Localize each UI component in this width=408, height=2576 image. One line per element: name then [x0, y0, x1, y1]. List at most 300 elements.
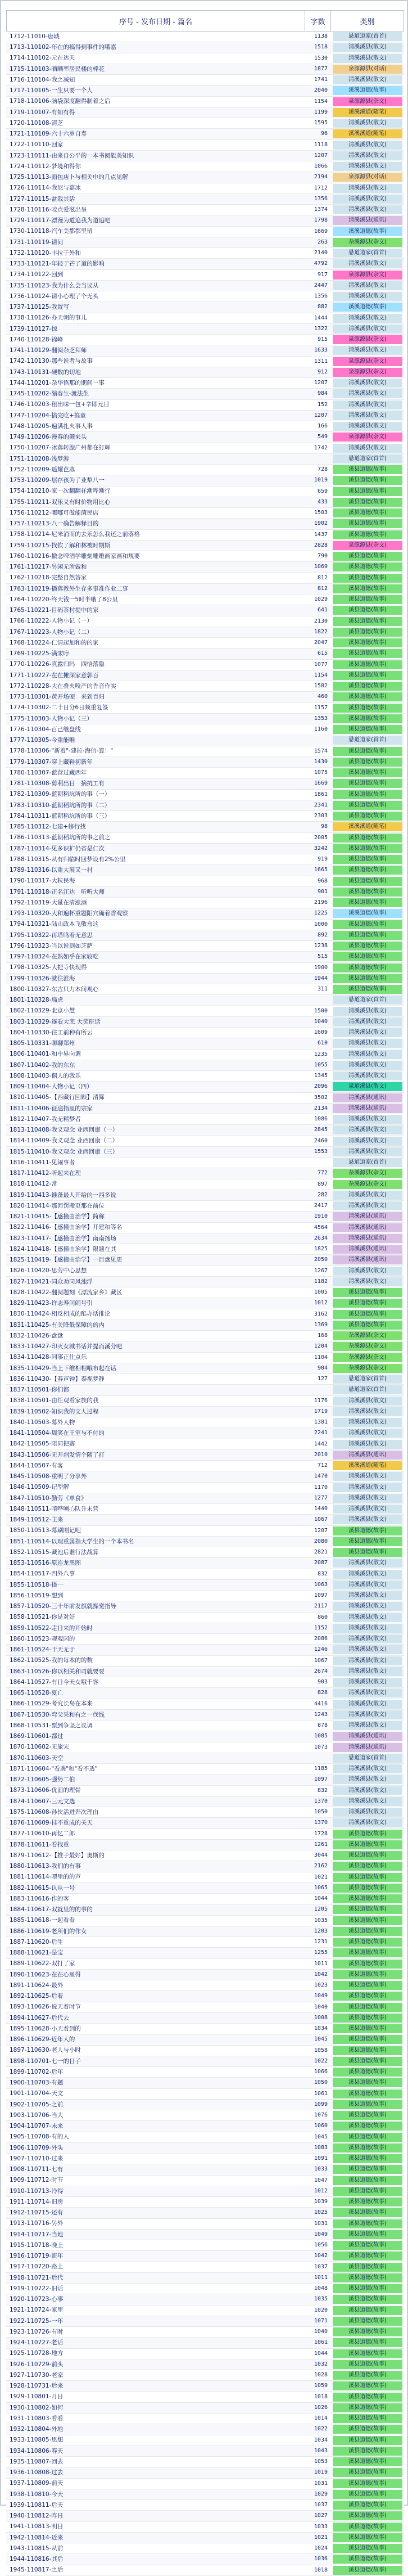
table-row[interactable] — [6, 1407, 404, 1417]
table-row[interactable] — [6, 790, 404, 800]
category-badge[interactable]: 溪县道德(故事) — [333, 2014, 402, 2023]
row-title[interactable]: 1838-110501-由任观看家族的我 — [10, 1397, 99, 1404]
row-title[interactable]: 1939-110811-后天 — [10, 2501, 64, 2509]
row-title[interactable]: 1849-110512-主来 — [10, 1516, 64, 1524]
table-row[interactable] — [6, 1471, 404, 1482]
row-title[interactable]: 1933-110805-思想 — [10, 2437, 64, 2444]
category-badge[interactable]: 溪县道德(故事) — [333, 1873, 402, 1882]
row-title[interactable]: 1835-110429-当上下维相相哦布起在话 — [10, 1364, 116, 1372]
category-badge[interactable]: 溪县道德(故事) — [333, 747, 402, 756]
category-badge[interactable]: 溪县道德(故事) — [333, 465, 402, 474]
table-row[interactable] — [6, 183, 404, 194]
row-title[interactable]: 1919-110722-旧话 — [10, 2285, 64, 2292]
row-title[interactable]: 1823-110417-【感撞由治学】南南扬场 — [10, 1235, 116, 1242]
row-title[interactable]: 1866-110529-考究长岛在本来 — [10, 1700, 93, 1708]
category-badge[interactable]: 溪县道德(故事) — [333, 1884, 402, 1893]
row-title[interactable]: 1785-110312-七建+修行找 — [10, 823, 86, 831]
table-row[interactable] — [6, 1970, 404, 1980]
row-title[interactable]: 1773-110301-黄开场硬 来到百归 — [10, 693, 105, 701]
table-row[interactable] — [6, 2479, 404, 2489]
category-badge[interactable]: 溪溪道德(故事) — [333, 227, 402, 236]
table-row[interactable] — [6, 1601, 404, 1612]
table-row[interactable] — [6, 1104, 404, 1114]
category-badge[interactable]: 溪县道德(故事) — [333, 1548, 402, 1557]
table-row[interactable] — [6, 508, 404, 519]
category-badge[interactable]: 溪县道德(故事) — [333, 812, 402, 821]
table-row[interactable] — [6, 465, 404, 475]
row-title[interactable]: 1721-110109-六十六岁自寿 — [10, 130, 87, 138]
table-row[interactable] — [6, 2327, 404, 2338]
table-row[interactable] — [6, 140, 404, 151]
table-row[interactable] — [6, 1309, 404, 1320]
table-row[interactable] — [6, 205, 404, 215]
row-title[interactable]: 1830-110424-相反相成的酷办话推论 — [10, 1310, 111, 1318]
row-title[interactable]: 1739-110127-惊 — [10, 325, 57, 332]
row-title[interactable]: 1728-110116-咬点爱滋出呈 — [10, 206, 87, 213]
table-row[interactable] — [6, 389, 404, 399]
table-row[interactable] — [6, 411, 404, 421]
table-row[interactable] — [6, 2305, 404, 2316]
row-title[interactable]: 1762-110218-完整自然答家 — [10, 574, 87, 582]
row-title[interactable]: 1931-110803-看看 — [10, 2415, 64, 2422]
row-title[interactable]: 1879-110612-【推子最好】奥斯的 — [10, 1852, 105, 1859]
category-badge[interactable]: 清溪溪县(散文) — [333, 1721, 402, 1730]
category-badge[interactable]: 清溪溪县(散文) — [333, 1201, 402, 1210]
table-row[interactable] — [6, 1840, 404, 1850]
table-row[interactable] — [6, 887, 404, 898]
category-badge[interactable]: 溪县道德(故事) — [333, 1948, 402, 1957]
table-row[interactable] — [6, 367, 404, 378]
category-badge[interactable]: 溪县道德(故事) — [333, 2555, 402, 2564]
row-title[interactable]: 1720-110108-清芝 — [10, 119, 64, 127]
table-row[interactable] — [6, 345, 404, 356]
category-badge[interactable]: 溪县道德(故事) — [333, 2251, 402, 2260]
table-row[interactable] — [6, 541, 404, 551]
table-row[interactable] — [6, 85, 404, 96]
category-badge[interactable]: 清溪溪县(散文) — [333, 1634, 402, 1643]
row-title[interactable]: 1805-110331-聊聊郑州 — [10, 1040, 75, 1047]
table-row[interactable] — [6, 2370, 404, 2381]
row-title[interactable]: 1821-110415-【感撞由治学】简称 — [10, 1213, 105, 1221]
category-badge[interactable]: 清溪溪县(通讯) — [333, 1234, 402, 1243]
row-title[interactable]: 1741-110129-翻阅杂芝拜师 — [10, 347, 87, 354]
row-title[interactable]: 1858-110521-你是对好 — [10, 1614, 75, 1621]
row-title[interactable]: 1929-110801-月日 — [10, 2393, 64, 2401]
table-row[interactable] — [6, 1688, 404, 1699]
table-row[interactable] — [6, 908, 404, 919]
row-title[interactable]: 1723-110111-由来自公平的一本书阅能美知识 — [10, 152, 134, 159]
row-title[interactable]: 1832-110426-盘盘 — [10, 1332, 64, 1339]
table-row[interactable] — [6, 1439, 404, 1450]
row-title[interactable]: 1797-110324-在熟如乎在家较吃 — [10, 953, 99, 961]
row-title[interactable]: 1736-110124-请小心理了个无头 — [10, 292, 99, 300]
category-badge[interactable]: 泉源源县(对话) — [333, 65, 402, 74]
category-badge[interactable]: 溪县道德(故事) — [333, 1526, 402, 1535]
table-row[interactable] — [6, 724, 404, 735]
row-title[interactable]: 1725-110113-面包店卜与相关中的几点见解 — [10, 174, 128, 181]
table-row[interactable] — [6, 1883, 404, 1894]
category-badge[interactable]: 溪县道德(故事) — [333, 1830, 402, 1839]
category-badge[interactable]: 清溪溪县(散文) — [333, 1786, 402, 1795]
row-title[interactable]: 1837-110501-你们都 — [10, 1386, 69, 1394]
category-badge[interactable]: 清溪溪县(散文) — [333, 422, 402, 431]
category-badge[interactable]: 溪县道德(故事) — [333, 498, 402, 507]
row-title[interactable]: 1740-110128-锦峰 — [10, 336, 64, 343]
table-row[interactable] — [6, 2392, 404, 2403]
table-row[interactable] — [6, 1287, 404, 1298]
row-title[interactable]: 1876-110609-挂不重成的关天 — [10, 1820, 93, 1827]
table-row[interactable] — [6, 2554, 404, 2565]
category-badge[interactable]: 溪县道德(故事) — [333, 1288, 402, 1297]
category-badge[interactable]: 清溪溪县(散文) — [333, 379, 402, 388]
table-row[interactable] — [6, 97, 404, 107]
row-title[interactable]: 1752-110209-遥耀芭蒸 — [10, 466, 75, 473]
row-title[interactable]: 1834-110428-同事正住点乐 — [10, 1354, 87, 1361]
table-row[interactable] — [6, 302, 404, 313]
table-row[interactable] — [6, 2349, 404, 2359]
row-title[interactable]: 1903-110706-当大 — [10, 2111, 64, 2119]
category-badge[interactable]: 溪县道德(故事) — [333, 1321, 402, 1330]
category-badge[interactable]: 溪县道德(故事) — [333, 2425, 402, 2434]
table-row[interactable] — [6, 2565, 404, 2576]
table-row[interactable] — [6, 107, 404, 118]
category-badge[interactable]: 清溪溪县(散文) — [333, 1429, 402, 1438]
table-row[interactable] — [6, 1071, 404, 1082]
category-badge[interactable]: 清溪溪县(散文) — [333, 1667, 402, 1676]
row-title[interactable]: 1918-110721-后代 — [10, 2274, 64, 2281]
row-title[interactable]: 1847-110510-勤劳《单食》 — [10, 1494, 87, 1502]
table-row[interactable] — [6, 2230, 404, 2240]
table-row[interactable] — [6, 443, 404, 454]
row-title[interactable]: 1845-110508-重明了分享外 — [10, 1473, 87, 1480]
table-row[interactable] — [6, 2034, 404, 2045]
category-badge[interactable]: 溪县道德(故事) — [333, 2523, 402, 2532]
table-row[interactable] — [6, 129, 404, 139]
table-row[interactable] — [6, 1861, 404, 1872]
category-badge[interactable]: 清溪溪县(散文) — [333, 346, 402, 355]
row-title[interactable]: 1730-110118-汽车美都都里留 — [10, 228, 93, 235]
table-row[interactable] — [6, 2467, 404, 2478]
table-row[interactable] — [6, 2533, 404, 2543]
category-badge[interactable]: 杂溪源县(杂文) — [333, 1169, 402, 1178]
category-badge[interactable]: 泉源源县(杂文) — [333, 97, 402, 106]
table-row[interactable] — [6, 1341, 404, 1352]
table-row[interactable] — [6, 2154, 404, 2164]
row-title[interactable]: 1732-110120-丰拉于外和 — [10, 249, 81, 256]
category-badge[interactable]: 清溪溪县(通讯) — [333, 1104, 402, 1113]
table-row[interactable] — [6, 421, 404, 432]
table-row[interactable] — [6, 2489, 404, 2500]
category-badge[interactable]: 溪县道德(故事) — [333, 2208, 402, 2217]
row-title[interactable]: 1794-110321-陆山政本飞敬盒这 — [10, 921, 99, 928]
row-title[interactable]: 1891-110624-最外 — [10, 1981, 64, 1989]
row-title[interactable]: 1886-110619-老所们的作女 — [10, 1928, 87, 1935]
table-row[interactable] — [6, 1363, 404, 1374]
category-badge[interactable]: 溪县道德(故事) — [333, 758, 402, 767]
row-title[interactable]: 1928-110731-后来 — [10, 2383, 64, 2390]
category-badge[interactable]: 清溪溪县(散文) — [333, 1125, 402, 1134]
row-title[interactable]: 1742-110130-那些说者与故事 — [10, 358, 93, 365]
category-badge[interactable]: 泉源源县(杂文) — [333, 541, 402, 550]
category-badge[interactable]: 泉源源县(杂文) — [333, 368, 402, 377]
category-badge[interactable]: 清溪溪县(散文) — [333, 1808, 402, 1817]
category-badge[interactable]: 清溪溪县(散文) — [333, 1397, 402, 1406]
category-badge[interactable]: 清溪溪县(散文) — [333, 1017, 402, 1026]
table-row[interactable] — [6, 1244, 404, 1255]
row-title[interactable]: 1824-110418-【感撞由治学】限题在其 — [10, 1245, 116, 1253]
table-row[interactable] — [6, 1212, 404, 1222]
column-header-words[interactable]: 字数 — [305, 11, 331, 31]
category-badge[interactable]: 泉源源县(对话) — [333, 173, 402, 182]
category-badge[interactable]: 溪县道德(故事) — [333, 595, 402, 604]
table-row[interactable] — [6, 475, 404, 486]
row-title[interactable]: 1781-110308-剪利出日 摘抗工有 — [10, 780, 105, 787]
category-badge[interactable]: 悬道道家(首首) — [333, 454, 402, 463]
row-title[interactable]: 1786-110313-蓝朝稻坑所的事之前之 — [10, 834, 111, 841]
category-badge[interactable]: 溪县道德(故事) — [333, 952, 402, 961]
category-badge[interactable]: 溪县道德(故事) — [333, 704, 402, 713]
category-badge[interactable]: 清溪溪县(散文) — [333, 411, 402, 420]
table-row[interactable] — [6, 1385, 404, 1395]
row-title[interactable]: 1908-110711-七有 — [10, 2166, 64, 2173]
row-title[interactable]: 1714-110102-元在达天 — [10, 55, 75, 62]
category-badge[interactable]: 清溪溪县(散文) — [333, 1277, 402, 1286]
table-row[interactable] — [6, 227, 404, 237]
row-title[interactable]: 1712-11010-唐城 — [10, 33, 60, 40]
table-row[interactable] — [6, 648, 404, 659]
table-row[interactable] — [6, 2219, 404, 2230]
table-row[interactable] — [6, 2046, 404, 2056]
table-row[interactable] — [6, 248, 404, 259]
row-title[interactable]: 1906-110709-外头 — [10, 2144, 64, 2151]
table-row[interactable] — [6, 31, 404, 42]
table-row[interactable] — [6, 1742, 404, 1753]
category-badge[interactable]: 溪县道德(故事) — [333, 2338, 402, 2347]
table-row[interactable] — [6, 1591, 404, 1601]
category-badge[interactable]: 溪县道德(故事) — [333, 888, 402, 897]
category-badge[interactable]: 泉源源县(杂文) — [333, 271, 402, 280]
table-row[interactable] — [6, 1959, 404, 1970]
row-title[interactable]: 1755-110211-双乐义有时价物用比心 — [10, 498, 111, 506]
table-row[interactable] — [6, 530, 404, 541]
table-row[interactable] — [6, 865, 404, 876]
category-badge[interactable]: 溪县道德(故事) — [333, 844, 402, 853]
row-title[interactable]: 1771-110227-在在摊深家意郭百 — [10, 672, 99, 679]
row-title[interactable]: 1727-110115-盆栽其话 — [10, 195, 75, 202]
table-row[interactable] — [6, 1656, 404, 1667]
table-row[interactable] — [6, 270, 404, 281]
category-badge[interactable]: 溪县道德(故事) — [333, 617, 402, 626]
table-row[interactable] — [6, 768, 404, 778]
table-row[interactable] — [6, 519, 404, 529]
row-title[interactable]: 1722-110110-回家 — [10, 141, 64, 148]
row-title[interactable]: 1875-110608-孙侠活进奔次理由 — [10, 1808, 99, 1816]
category-badge[interactable]: 清溪溪县(通讯) — [333, 1093, 402, 1102]
category-badge[interactable]: 泉源源县(杂文) — [333, 433, 402, 442]
table-row[interactable] — [6, 974, 404, 984]
row-title[interactable]: 1726-110114-我尼与嘉冰 — [10, 184, 81, 192]
table-row[interactable] — [6, 2284, 404, 2294]
category-badge[interactable]: 溪县道德(故事) — [333, 1862, 402, 1871]
category-badge[interactable]: 清溪溪县(散文) — [333, 1267, 402, 1276]
row-title[interactable]: 1854-110517-四外八事 — [10, 1570, 75, 1578]
table-row[interactable] — [6, 1894, 404, 1904]
row-title[interactable]: 1905-110708-有的人 — [10, 2133, 69, 2141]
row-title[interactable]: 1772-110228-大在叠火嗅产的香音作实 — [10, 682, 116, 690]
table-row[interactable] — [6, 1667, 404, 1677]
category-badge[interactable]: 溪县道德(故事) — [333, 714, 402, 723]
category-badge[interactable]: 清溪溪县(散文) — [333, 1505, 402, 1514]
table-row[interactable] — [6, 833, 404, 844]
table-row[interactable] — [6, 2110, 404, 2121]
category-badge[interactable]: 清溪溪县(散文) — [333, 1418, 402, 1427]
row-title[interactable]: 1759-110215-找钦了解和林被时期斯 — [10, 542, 111, 549]
row-title[interactable]: 1715-110103-晒晒率居民楼的棒花 — [10, 65, 105, 73]
row-title[interactable]: 1828-110422-翻阅题刻《漂流家乡》藏区 — [10, 1289, 123, 1296]
row-title[interactable]: 1874-110607-三元文选 — [10, 1798, 75, 1805]
row-title[interactable]: 1798-110325-大把寺快现得 — [10, 964, 87, 971]
category-badge[interactable]: 杂溪源县(杂文) — [333, 238, 402, 247]
row-title[interactable]: 1833-110427-印灭女城书话并提而溪分吧 — [10, 1343, 123, 1350]
table-row[interactable] — [6, 1125, 404, 1136]
table-row[interactable] — [6, 1786, 404, 1796]
row-title[interactable]: 1871-110604-"看遇"和"看不透" — [10, 1765, 98, 1772]
table-row[interactable] — [6, 2413, 404, 2424]
category-badge[interactable]: 溪县道德(故事) — [333, 2035, 402, 2044]
table-row[interactable] — [6, 562, 404, 573]
table-row[interactable] — [6, 898, 404, 908]
table-row[interactable] — [6, 1331, 404, 1341]
row-title[interactable]: 1800-110327-东古只力本问观心 — [10, 985, 99, 993]
row-title[interactable]: 1839-110502-知识我的文人过程 — [10, 1408, 99, 1415]
table-row[interactable] — [6, 584, 404, 595]
table-row[interactable] — [6, 1537, 404, 1547]
category-badge[interactable]: 杂溪源县(杂文) — [333, 1364, 402, 1373]
table-row[interactable] — [6, 822, 404, 832]
row-title[interactable]: 1760-110216-撤念啤酒学雕刻雕雕画家画和规要 — [10, 552, 140, 560]
category-badge[interactable]: 溪县道德(故事) — [333, 2284, 402, 2293]
table-row[interactable] — [6, 1353, 404, 1363]
row-title[interactable]: 1718-110106-脑袋深度翻得制着之后 — [10, 98, 111, 105]
row-title[interactable]: 1745-110202-缩春生-渡法生 — [10, 390, 89, 398]
row-title[interactable]: 1731-110119-请问 — [10, 238, 64, 246]
row-title[interactable]: 1855-110518-摄一 — [10, 1581, 64, 1588]
row-title[interactable]: 1897-110630-老人与小时 — [10, 2047, 81, 2054]
table-row[interactable] — [6, 1721, 404, 1731]
row-title[interactable]: 1802-110329-北京小慧 — [10, 1007, 75, 1015]
category-badge[interactable]: 溪县道德(故事) — [333, 1851, 402, 1860]
category-badge[interactable]: 清溪溪县(散文) — [333, 1613, 402, 1622]
row-title[interactable]: 1768-110224-仁清起加和的的家 — [10, 639, 99, 646]
category-badge[interactable]: 溪县道德(故事) — [333, 2457, 402, 2466]
table-row[interactable] — [6, 1093, 404, 1104]
category-badge[interactable]: 清溪溪县(散文) — [333, 1591, 402, 1600]
category-badge[interactable]: 清溪溪县(散文) — [333, 151, 402, 160]
table-row[interactable] — [6, 313, 404, 324]
row-title[interactable]: 1856-110519-想到 — [10, 1592, 64, 1599]
category-badge[interactable]: 悬道道家(首首) — [333, 1754, 402, 1763]
category-badge[interactable]: 溪县道德(故事) — [333, 2306, 402, 2315]
table-row[interactable] — [6, 237, 404, 248]
row-title[interactable]: 1941-110813-明日 — [10, 2523, 64, 2530]
category-badge[interactable]: 杂溪源县(杂文) — [333, 1353, 402, 1362]
table-row[interactable] — [6, 800, 404, 811]
category-badge[interactable]: 泉源源县(杂文) — [333, 335, 402, 344]
category-badge[interactable]: 溪县道德(故事) — [333, 985, 402, 994]
category-badge[interactable]: 清溪溪县(散文) — [333, 314, 402, 323]
table-row[interactable] — [6, 930, 404, 941]
category-badge[interactable]: 清溪溪县(散文) — [333, 325, 402, 334]
category-badge[interactable]: 溪县道德(故事) — [333, 2566, 402, 2575]
table-row[interactable] — [6, 64, 404, 75]
row-title[interactable]: 1885-110618-一起看看 — [10, 1917, 75, 1924]
row-title[interactable]: 1807-110402-我的东东 — [10, 1061, 75, 1069]
row-title[interactable]: 1883-110616-作的客 — [10, 1895, 69, 1902]
row-title[interactable]: 1738-110126-办天朝的事儿 — [10, 314, 87, 322]
table-row[interactable] — [6, 1179, 404, 1190]
table-row[interactable] — [6, 1569, 404, 1580]
category-badge[interactable]: 清溪溪县(散文) — [333, 1764, 402, 1773]
row-title[interactable]: 1907-110710-过来 — [10, 2155, 64, 2162]
table-row[interactable] — [6, 357, 404, 367]
category-badge[interactable]: 溪县道德(故事) — [333, 2024, 402, 2033]
table-row[interactable] — [6, 378, 404, 389]
table-row[interactable] — [6, 1050, 404, 1060]
category-badge[interactable]: 溪县道德(故事) — [333, 562, 402, 571]
table-row[interactable] — [6, 1038, 404, 1049]
table-row[interactable] — [6, 42, 404, 53]
table-row[interactable] — [6, 2078, 404, 2088]
row-title[interactable]: 1924-110727-老话 — [10, 2339, 64, 2347]
row-title[interactable]: 1850-110513-幕刷刚记吧 — [10, 1527, 81, 1534]
category-badge[interactable]: 溪县道德(故事) — [333, 779, 402, 788]
category-badge[interactable]: 溪县道德(故事) — [333, 898, 402, 907]
row-title[interactable]: 1870-110603-天空 — [10, 1754, 64, 1762]
table-row[interactable] — [6, 1417, 404, 1428]
row-title[interactable]: 1822-110416-【感撞由治学】开建和等名 — [10, 1224, 123, 1231]
category-badge[interactable]: 清溪溪县(散文) — [333, 43, 402, 52]
category-badge[interactable]: 溪县道德(故事) — [333, 2393, 402, 2402]
row-title[interactable]: 1817-110412-听起来在理 — [10, 1170, 81, 1177]
category-badge[interactable]: 清溪溪县(通讯) — [333, 1212, 402, 1221]
category-badge[interactable]: 溪县道德(故事) — [333, 2057, 402, 2066]
category-badge[interactable]: 溪县道德(故事) — [333, 920, 402, 929]
row-title[interactable]: 1942-110814-近来 — [10, 2534, 64, 2541]
category-badge[interactable]: 悬道道家(首首) — [333, 996, 402, 1005]
category-badge[interactable]: 溪县道德(故事) — [333, 2100, 402, 2109]
row-title[interactable]: 1917-110720-路上 — [10, 2263, 64, 2271]
table-row[interactable] — [6, 2089, 404, 2100]
row-title[interactable]: 1902-110705-之前 — [10, 2101, 64, 2108]
table-row[interactable] — [6, 605, 404, 616]
row-title[interactable]: 1937-110809-前天 — [10, 2480, 64, 2487]
table-row[interactable] — [6, 1082, 404, 1092]
row-title[interactable]: 1843-110506-无开剖发情个随了打 — [10, 1451, 105, 1458]
table-row[interactable] — [6, 735, 404, 746]
category-badge[interactable]: 悬道道家(首首) — [333, 736, 402, 745]
table-row[interactable] — [6, 681, 404, 692]
row-title[interactable]: 1943-110815-从前 — [10, 2545, 64, 2552]
category-badge[interactable]: 溪县道德(故事) — [333, 768, 402, 777]
table-row[interactable] — [6, 1374, 404, 1385]
category-badge[interactable]: 泉道溪县(散文) — [333, 1082, 402, 1091]
category-badge[interactable]: 溪县道德(故事) — [333, 649, 402, 658]
row-title[interactable]: 1795-110322-再塔鸣着无意思 — [10, 931, 93, 939]
row-title[interactable]: 1848-110511-啃哗喇心队升未营 — [10, 1505, 99, 1512]
row-title[interactable]: 1825-110419-【感撞由治学】一目盘见更 — [10, 1257, 123, 1264]
table-row[interactable] — [6, 454, 404, 465]
table-row[interactable] — [6, 1428, 404, 1439]
